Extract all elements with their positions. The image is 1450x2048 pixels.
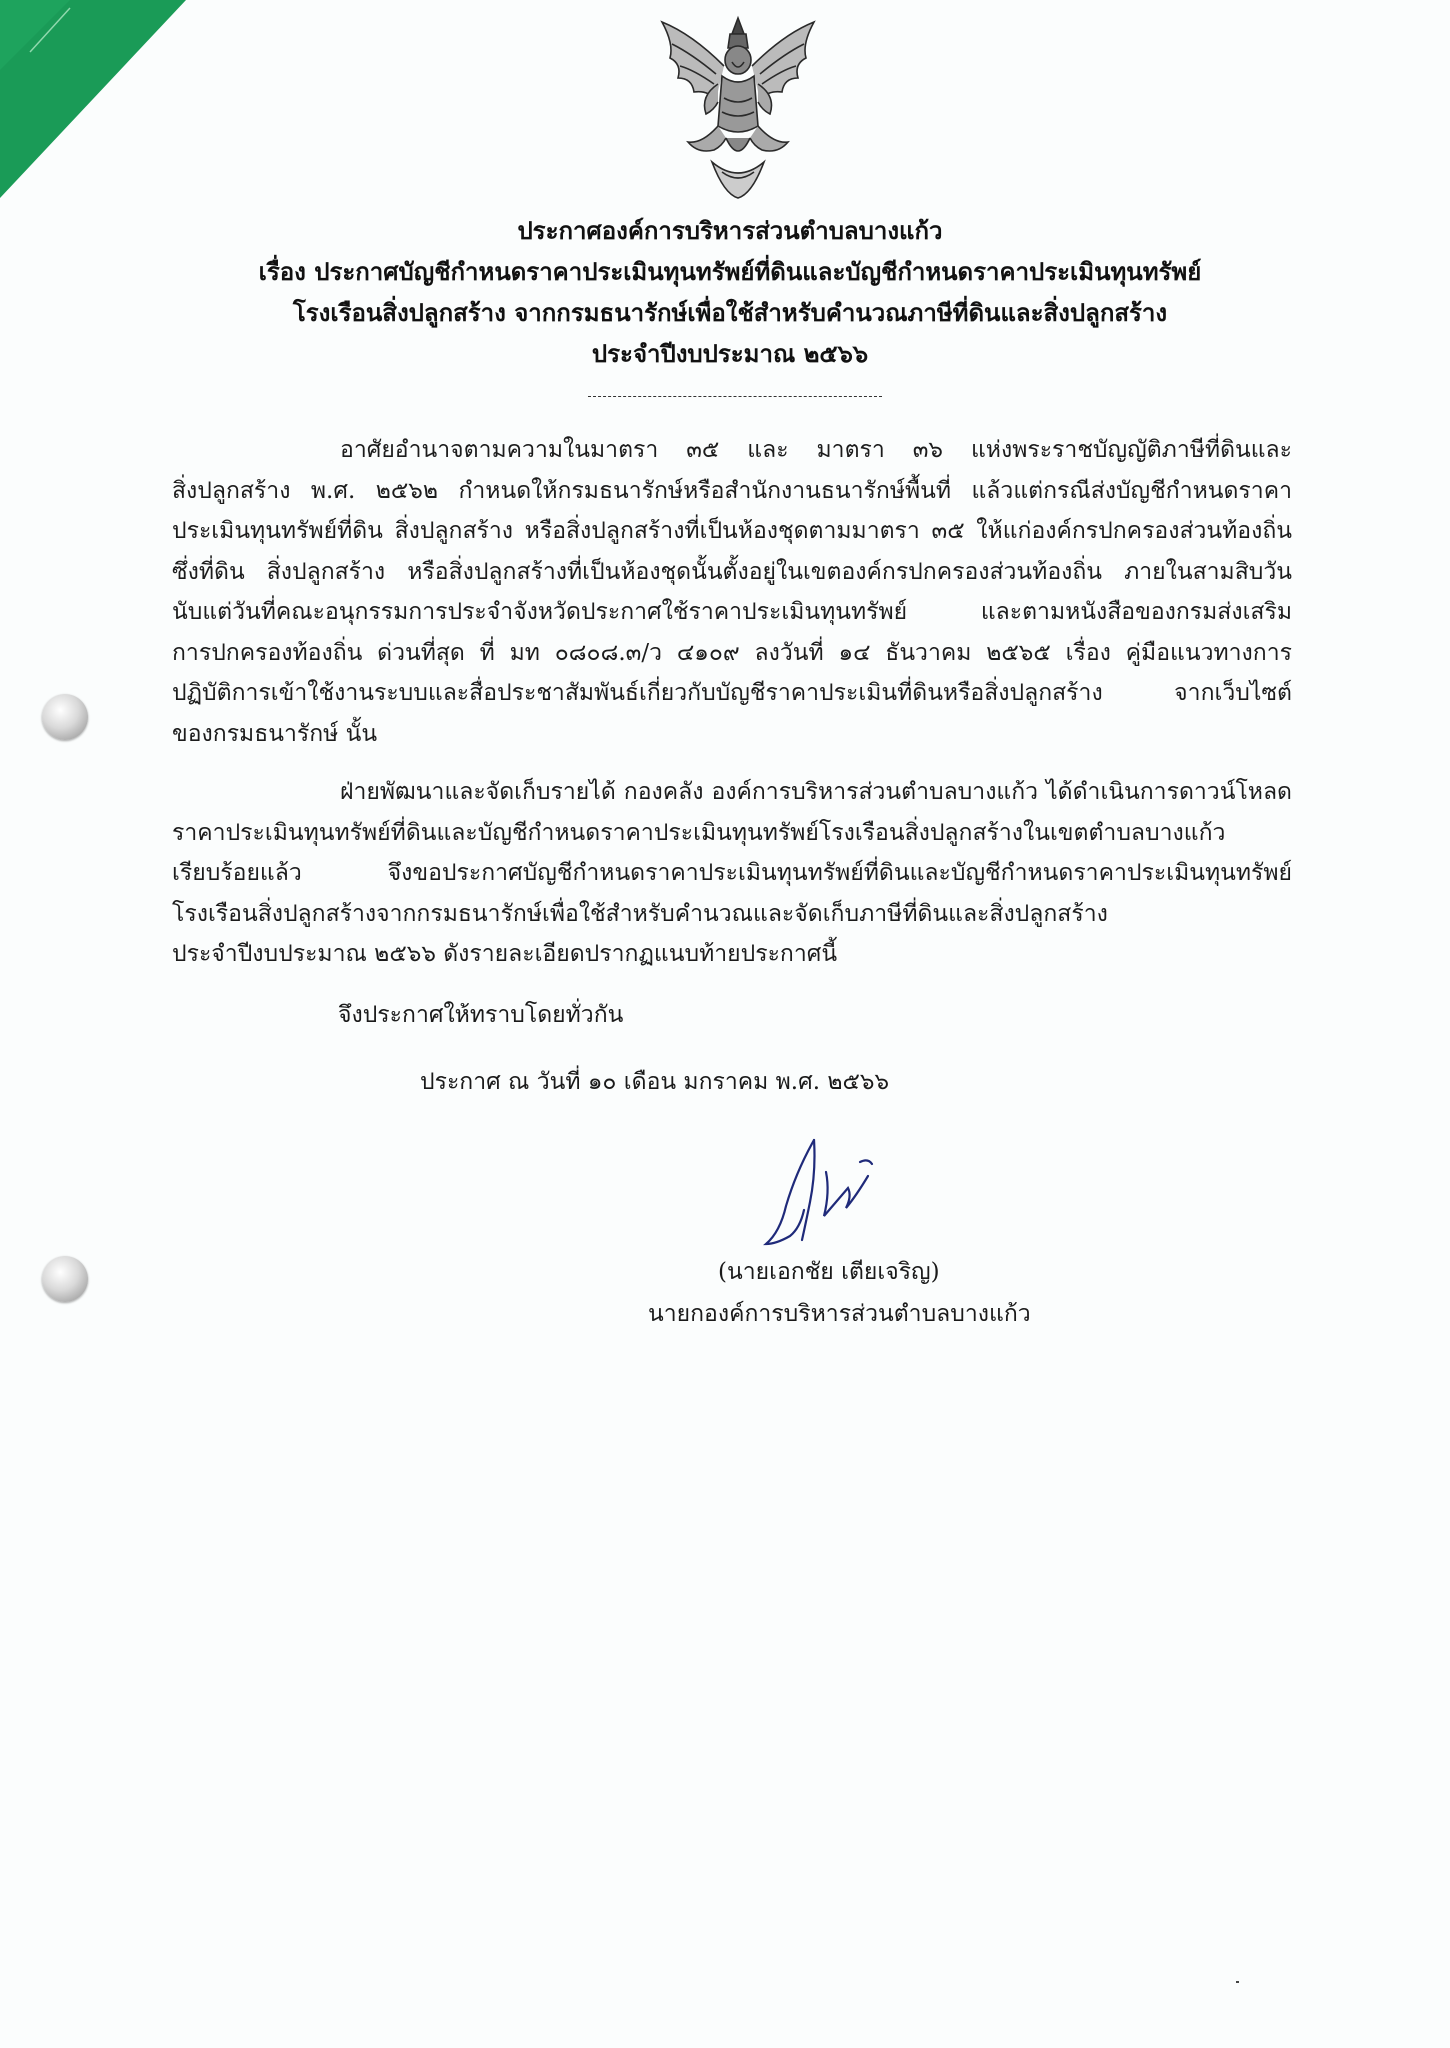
paragraph-1: [172, 430, 1292, 754]
paragraph-line: ประเมินทุนทรัพย์ที่ดิน สิ่งปลูกสร้าง หรือสิ่งปลูกสร้างที่เป็นห้องชุดตามมาตรา ๓๕ ให้แก่องค์กรปกครองส่วนท้องถิ่น: [172, 518, 1292, 544]
scan-speck: [1236, 1981, 1239, 1983]
handwritten-signature: [756, 1132, 896, 1258]
punch-hole-bottom: [42, 1256, 88, 1302]
paragraph-line: การปกครองท้องถิ่น ด่วนที่สุด ที่ มท ๐๘๐๘.๓/ว ๔๑๐๙ ลงวันที่ ๑๔ ธันวาคม ๒๕๖๕ เรื่อง คู่มือแนวทางการ: [172, 639, 1292, 666]
signer-name: (นายเอกชัย เตียเจริญ): [718, 1259, 940, 1285]
paragraph-line: ของกรมธนารักษ์ นั้น: [172, 720, 378, 747]
green-corner-tab: [0, 0, 190, 200]
announcement-title: [170, 210, 1290, 374]
paragraph-line: นับแต่วันที่คณะอนุกรรมการประจำจังหวัดประกาศใช้ราคาประเมินทุนทรัพย์ และตามหนังสือของกรมส่งเสริม: [172, 599, 1292, 625]
garuda-emblem-icon: [652, 14, 824, 204]
closing-statement: จึงประกาศให้ทราบโดยทั่วกัน: [338, 1002, 624, 1028]
paragraph-line: โรงเรือนสิ่งปลูกสร้างจากกรมธนารักษ์เพื่อใช้สำหรับคำนวณและจัดเก็บภาษีที่ดินและสิ่งปลูกสร้าง: [172, 900, 1108, 927]
paragraph-line: ประจำปีงบประมาณ ๒๕๖๖ ดังรายละเอียดปรากฏแนบท้ายประกาศนี้: [172, 941, 838, 967]
announcement-date: ประกาศ ณ วันที่ ๑๐ เดือน มกราคม พ.ศ. ๒๕๖๖: [420, 1069, 890, 1095]
signer-position: นายกองค์การบริหารส่วนตำบลบางแก้ว: [648, 1301, 1031, 1327]
paragraph-line: ปฏิบัติการเข้าใช้งานระบบและสื่อประชาสัมพันธ์เกี่ยวกับบัญชีราคาประเมินที่ดินหรือสิ่งปลูกสร้าง จากเว็บไซต์: [172, 680, 1292, 706]
title-line-3: โรงเรือนสิ่งปลูกสร้าง จากกรมธนารักษ์เพื่อใช้สำหรับคำนวณภาษีที่ดินและสิ่งปลูกสร้าง: [292, 298, 1168, 327]
paragraph-line: สิ่งปลูกสร้าง พ.ศ. ๒๕๖๒ กำหนดให้กรมธนารักษ์หรือสำนักงานธนารักษ์พื้นที่ แล้วแต่กรณีส่งบัญชีกำหนดราคา: [172, 477, 1292, 504]
paragraph-line: ซึ่งที่ดิน สิ่งปลูกสร้าง หรือสิ่งปลูกสร้างที่เป็นห้องชุดนั้นตั้งอยู่ในเขตองค์กรปกครองส่วนท้องถิ่น ภายในสามสิบวัน: [172, 558, 1292, 585]
title-divider: [588, 396, 882, 397]
paragraph-line: อาศัยอำนาจตามความในมาตรา ๓๕ และ มาตรา ๓๖ แห่งพระราชบัญญัติภาษีที่ดินและ: [340, 437, 1292, 463]
paragraph-2: [172, 772, 1292, 975]
title-line-4: ประจำปีงบประมาณ ๒๕๖๖: [591, 339, 869, 368]
paragraph-line: ราคาประเมินทุนทรัพย์ที่ดินและบัญชีกำหนดราคาประเมินทุนทรัพย์โรงเรือนสิ่งปลูกสร้างในเขตตำบลบางแก้ว: [172, 819, 1226, 846]
paragraph-line: เรียบร้อยแล้ว จึงขอประกาศบัญชีกำหนดราคาประเมินทุนทรัพย์ที่ดินและบัญชีกำหนดราคาประเมินทุนทรัพย์: [172, 860, 1292, 886]
title-line-1: ประกาศองค์การบริหารส่วนตำบลบางแก้ว: [517, 216, 943, 245]
title-line-2: เรื่อง ประกาศบัญชีกำหนดราคาประเมินทุนทรัพย์ที่ดินและบัญชีกำหนดราคาประเมินทุนทรัพย์: [258, 257, 1202, 286]
paragraph-line: ฝ่ายพัฒนาและจัดเก็บรายได้ กองคลัง องค์การบริหารส่วนตำบลบางแก้ว ได้ดำเนินการดาวน์โหลด: [340, 779, 1292, 805]
punch-hole-top: [42, 694, 88, 740]
